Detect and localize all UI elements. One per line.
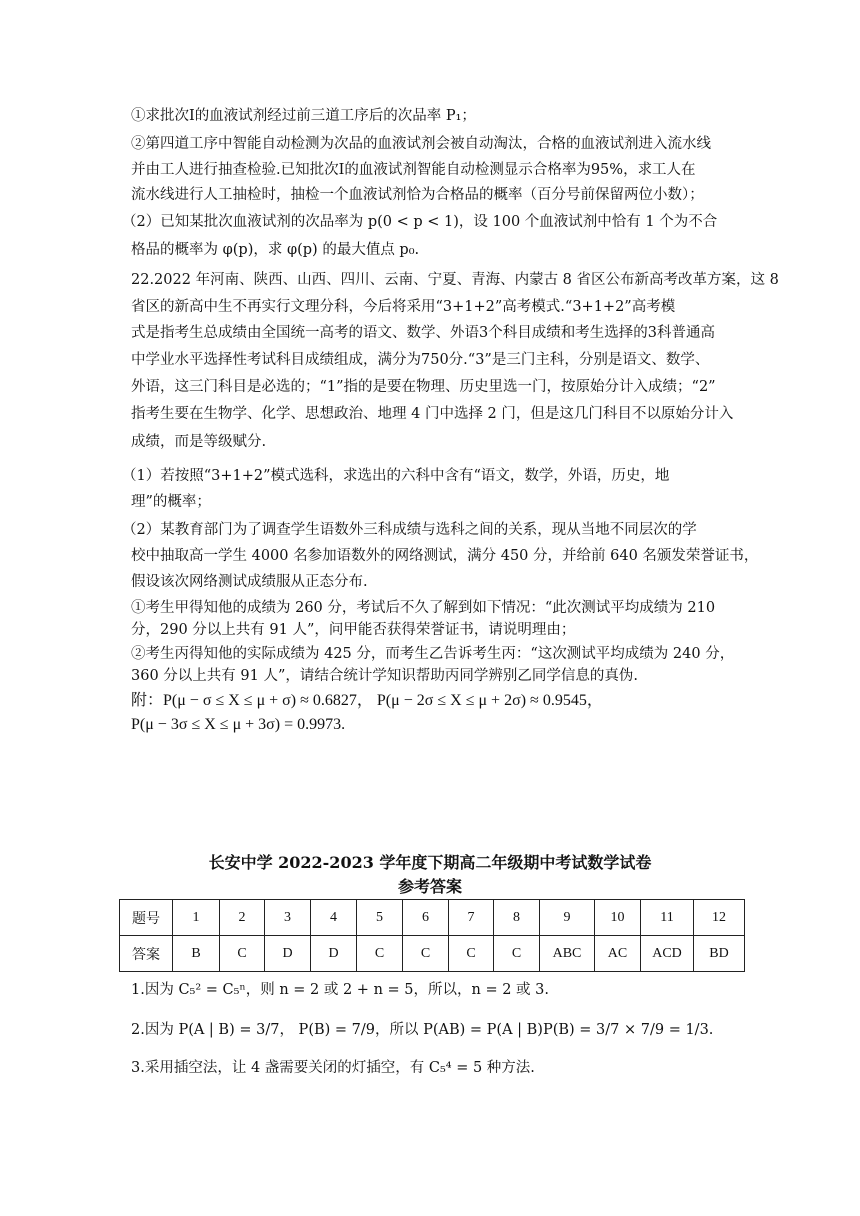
answer-table xyxy=(119,899,745,972)
table-cell: 6 xyxy=(403,900,449,936)
q22-line-5: 外语，这三门科目是必选的；“1”指的是要在物理、历史里选一门，按原始分计入成绩；“2” xyxy=(131,379,716,395)
table-row-answers xyxy=(120,936,745,972)
table-cell: D xyxy=(265,936,311,972)
q21-line-1: ①求批次Ⅰ的血液试剂经过前三道工序后的次品率 P₁； xyxy=(131,108,476,124)
q21-line-5: （2）已知某批次血液试剂的次品率为 p(0 < p < 1)，设 100 个血液试剂中恰有 1 个为不合 xyxy=(122,214,718,230)
table-cell: ABC xyxy=(540,936,595,972)
q22-line-3: 式是指考生总成绩由全国统一高考的语文、数学、外语3个科目成绩和考生选择的3科普通高 xyxy=(131,325,715,341)
table-cell: 7 xyxy=(449,900,494,936)
table-cell: BD xyxy=(694,936,745,972)
table-cell: B xyxy=(173,936,220,972)
q22-line-12: 假设该次网络测试成绩服从正态分布. xyxy=(131,574,368,590)
table-row-numbers xyxy=(120,900,745,936)
table-cell: 9 xyxy=(540,900,595,936)
table-cell: 1 xyxy=(173,900,220,936)
table-cell: C xyxy=(449,936,494,972)
q22-appendix-line-1: 附：P(μ − σ ≤ X ≤ μ + σ) ≈ 0.6827， P(μ − 2σ ≤ X ≤ μ + 2σ) ≈ 0.9545， xyxy=(131,692,603,709)
q22-line-8: （1）若按照“3+1+2”模式选科，求选出的六科中含有“语文，数学，外语，历史，地 xyxy=(122,468,670,484)
answer-key-subtitle: 参考答案 xyxy=(397,877,462,896)
table-cell: ACD xyxy=(641,936,694,972)
q22-line-13: ①考生甲得知他的成绩为 260 分，考试后不久了解到如下情况：“此次测试平均成绩为 210 xyxy=(131,600,716,616)
table-cell: 5 xyxy=(357,900,403,936)
table-cell: 3 xyxy=(265,900,311,936)
solution-3: 3.采用插空法，让 4 盏需要关闭的灯插空，有 C₅⁴ = 5 种方法. xyxy=(131,1060,535,1076)
q22-line-14: 分，290 分以上共有 91 人”，问甲能否获得荣誉证书，请说明理由； xyxy=(131,622,576,638)
q22-line-1: 22.2022 年河南、陕西、山西、四川、云南、宁夏、青海、内蒙古 8 省区公布新高考改革方案，这 8 xyxy=(131,272,779,288)
table-cell: 11 xyxy=(641,900,694,936)
table-cell: 2 xyxy=(220,900,265,936)
table-cell: C xyxy=(357,936,403,972)
q21-line-4: 流水线进行人工抽检时，抽检一个血液试剂恰为合格品的概率（百分号前保留两位小数）； xyxy=(131,187,704,203)
q22-line-4: 中学业水平选择性考试科目成绩组成，满分为750分.“3”是三门主科，分别是语文、数学、 xyxy=(131,352,710,368)
q22-line-11: 校中抽取高一学生 4000 名参加语数外的网络测试，满分 450 分，并给前 640 名颁发荣誉证书， xyxy=(131,548,759,564)
q22-line-9: 理”的概率； xyxy=(131,494,211,510)
q22-line-16: 360 分以上共有 91 人”，请结合统计学知识帮助丙同学辨别乙同学信息的真伪. xyxy=(131,668,638,684)
table-cell: 4 xyxy=(311,900,357,936)
table-cell: C xyxy=(403,936,449,972)
q22-line-10: （2）某教育部门为了调查学生语数外三科成绩与选科之间的关系，现从当地不同层次的学 xyxy=(122,522,697,538)
q21-line-2: ②第四道工序中智能自动检测为次品的血液试剂会被自动淘汰，合格的血液试剂进入流水线 xyxy=(131,136,711,152)
q22-line-6: 指考生要在生物学、化学、思想政治、地理 4 门中选择 2 门，但是这几门科目不以原始分计入 xyxy=(131,406,734,422)
table-header-answer: 答案 xyxy=(120,936,173,972)
table-cell: 10 xyxy=(595,900,641,936)
answer-key-title: 长安中学 2022-2023 学年度下期高二年级期中考试数学试卷 xyxy=(208,853,652,872)
table-header-number: 题号 xyxy=(120,900,173,936)
q22-line-15: ②考生丙得知他的实际成绩为 425 分，而考生乙告诉考生丙：“这次测试平均成绩为 240 分， xyxy=(131,646,735,662)
q22-line-7: 成绩，而是等级赋分. xyxy=(131,434,267,450)
q21-line-6: 格品的概率为 φ(p)，求 φ(p) 的最大值点 p₀. xyxy=(131,242,420,258)
table-cell: C xyxy=(220,936,265,972)
q21-line-3: 并由工人进行抽查检验.已知批次Ⅰ的血液试剂智能自动检测显示合格率为95%，求工人在 xyxy=(131,162,696,178)
q22-appendix-line-2: P(μ − 3σ ≤ X ≤ μ + 3σ) = 0.9973. xyxy=(131,716,346,733)
solution-2: 2.因为 P(A | B) = 3/7， P(B) = 7/9，所以 P(AB) = P(A | B)P(B) = 3/7 × 7/9 = 1/3. xyxy=(131,1022,714,1038)
table-cell: D xyxy=(311,936,357,972)
q22-line-2: 省区的新高中生不再实行文理分科，今后将采用“3+1+2”高考模式.“3+1+2”高考模 xyxy=(131,299,676,315)
table-cell: C xyxy=(494,936,540,972)
table-cell: 12 xyxy=(694,900,745,936)
solution-1: 1.因为 C₅² = C₅ⁿ，则 n = 2 或 2 + n = 5，所以，n = 2 或 3. xyxy=(131,982,549,998)
table-cell: 8 xyxy=(494,900,540,936)
table-cell: AC xyxy=(595,936,641,972)
